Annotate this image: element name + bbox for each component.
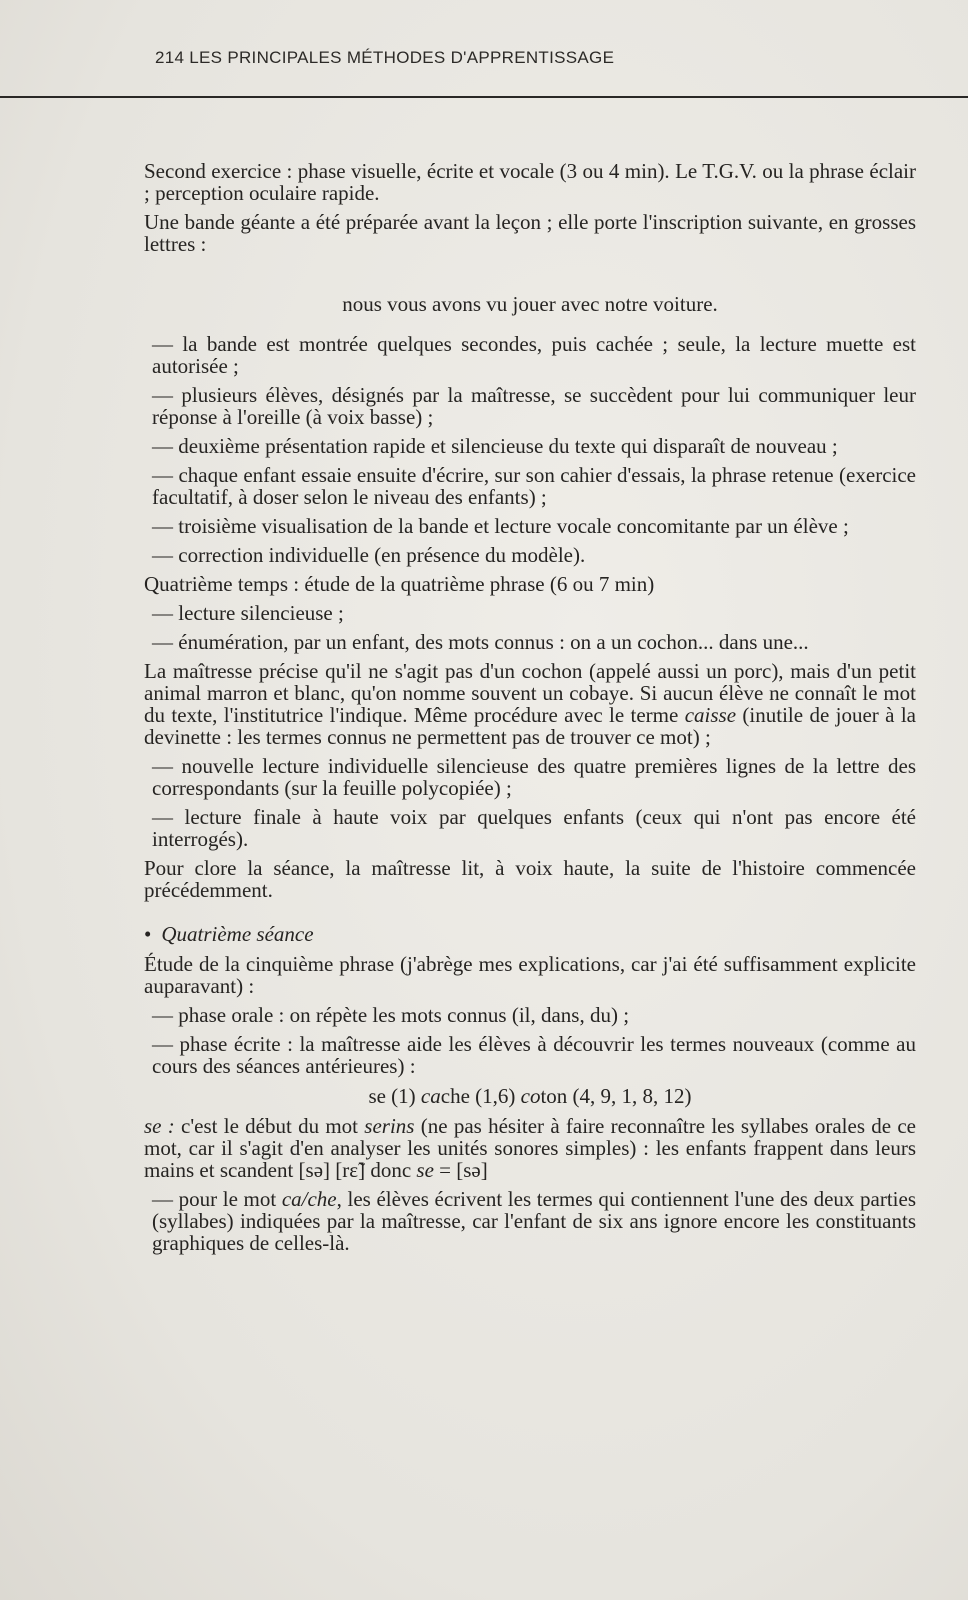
list-item: — lecture silencieuse ;	[152, 601, 344, 625]
list-item: — correction individuelle (en présence du modèle).	[152, 543, 586, 567]
example-sentence: nous vous avons vu jouer avec notre voiture.	[342, 292, 718, 316]
bullet-icon: •	[144, 922, 152, 946]
list-item: — lecture finale à haute voix par quelques enfants (ceux qui n'ont pas encore été interrogés).	[152, 805, 916, 851]
text-part: — pour le mot	[152, 1187, 282, 1211]
formula-se: se (1)	[368, 1084, 421, 1108]
term-caisse: caisse	[684, 703, 737, 727]
term-se-2: se	[416, 1158, 434, 1182]
paragraph-close-session: Pour clore la séance, la maîtresse lit, à voix haute, la suite de l'histoire commencée précédemment.	[144, 856, 916, 902]
paragraph-cobaye-text: La maîtresse précise qu'il ne s'agit pas d'un cochon (appelé aussi un porc), mais d'un petit animal marron et blanc, qu'on nomme souvent un cobaye. Si aucun élève ne connaît le mot du texte, l'institutrice l'indique. Même procédure avec le terme	[144, 659, 916, 727]
page-body	[144, 160, 916, 1261]
list-item: — phase écrite : la maîtresse aide les élèves à découvrir les termes nouveaux (comme au cours des séances antérieures) :	[152, 1032, 916, 1078]
paragraph-giant-strip: Une bande géante a été préparée avant la leçon ; elle porte l'inscription suivante, en grosses lettres :	[144, 210, 916, 256]
paragraph-fifth-sentence: Étude de la cinquième phrase (j'abrège mes explications, car j'ai été suffisamment explicite auparavant) :	[144, 952, 916, 998]
running-head: 214 LES PRINCIPALES MÉTHODES D'APPRENTISSAGE	[155, 48, 615, 67]
paragraph-fourth-step: Quatrième temps : étude de la quatrième phrase (6 ou 7 min)	[144, 572, 655, 596]
paragraph-cobaye	[144, 660, 916, 748]
term-serins: serins	[364, 1114, 415, 1138]
formula-ca: ca	[420, 1084, 441, 1108]
section-heading	[144, 923, 916, 945]
list-item: — deuxième présentation rapide et silencieuse du texte qui disparaît de nouveau ;	[152, 434, 838, 458]
list-item: — troisième visualisation de la bande et lecture vocale concomitante par un élève ;	[152, 514, 849, 538]
paragraph-cobaye-end: (inutile de jouer à la devinette : les termes connus ne permettent pas de trouver ce mot) ;	[144, 703, 916, 749]
list-item: — énumération, par un enfant, des mots connus : on a un cochon... dans une...	[152, 630, 809, 654]
syllable-formula	[144, 1085, 916, 1107]
section-heading-text: Quatrième séance	[161, 922, 314, 946]
text-part: = [sə]	[433, 1158, 488, 1182]
list-item: — plusieurs élèves, désignés par la maîtresse, se succèdent pour lui communiquer leur réponse à l'oreille (à voix basse) ;	[152, 383, 916, 429]
text-part: , les élèves écrivent les termes qui contiennent l'une des deux parties (syllabes) indiquées par la maîtresse, car l'enfant de six ans ignore encore les constituants graphiques de celles-là.	[152, 1187, 916, 1255]
formula-co: co	[520, 1084, 541, 1108]
list-item: — chaque enfant essaie ensuite d'écrire, sur son cahier d'essais, la phrase retenue (exercice facultatif, à doser selon le niveau des enfants) ;	[152, 463, 916, 509]
list-item: — nouvelle lecture individuelle silencieuse des quatre premières lignes de la lettre des correspondants (sur la feuille polycopiée) ;	[152, 754, 916, 800]
formula-ton: ton (4, 9, 1, 8, 12)	[540, 1084, 692, 1108]
term-se: se :	[144, 1114, 175, 1138]
text-part: (ne pas hésiter à faire reconnaître les syllabes orales de ce mot, car il s'agit d'en analyser les unités sonores simples) : les enfants frappent dans leurs mains et scandent [sə] [rɛ̃] donc	[144, 1114, 916, 1182]
term-cache: ca/che	[281, 1187, 337, 1211]
paragraph-se-explanation	[144, 1115, 916, 1181]
header-rule	[0, 96, 968, 98]
list-item: — la bande est montrée quelques secondes, puis cachée ; seule, la lecture muette est autorisée ;	[152, 332, 916, 378]
formula-che: che (1,6)	[440, 1084, 521, 1108]
list-item: — phase orale : on répète les mots connus (il, dans, du) ;	[152, 1003, 630, 1027]
list-item	[144, 1188, 916, 1254]
text-part: c'est le début du mot	[174, 1114, 365, 1138]
paragraph-second-exercise: Second exercice : phase visuelle, écrite et vocale (3 ou 4 min). Le T.G.V. ou la phrase éclair ; perception oculaire rapide.	[144, 159, 916, 205]
